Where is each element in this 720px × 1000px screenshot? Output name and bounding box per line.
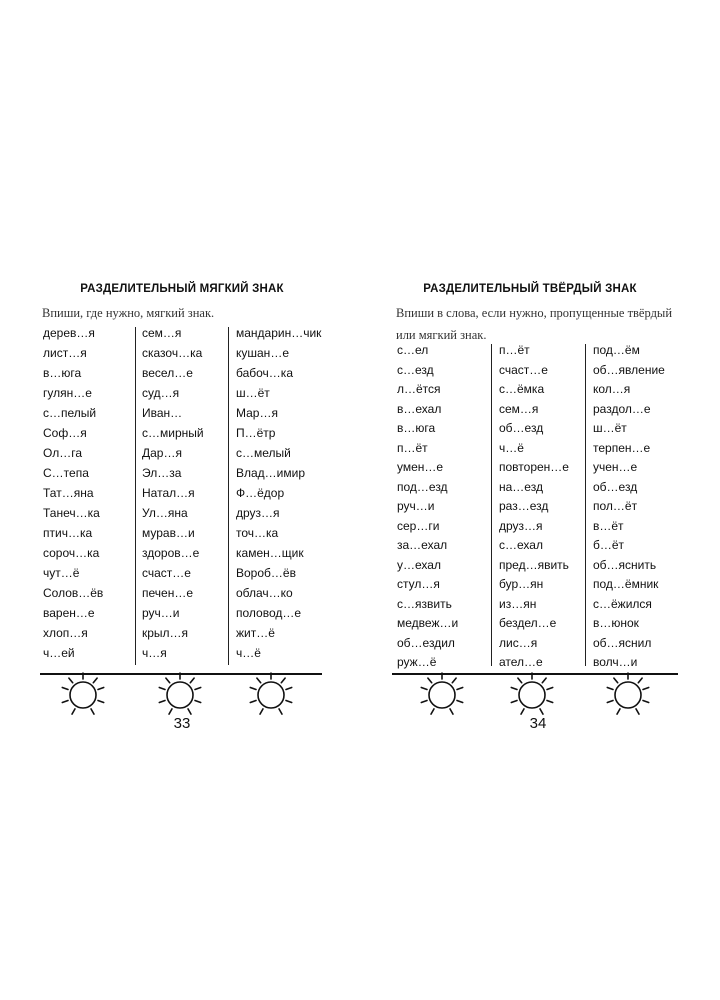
exercise-word: волч…и (593, 655, 638, 669)
exercise-word: счаст…е (142, 566, 191, 580)
exercise-word: Ул…яна (142, 506, 188, 520)
exercise-word: с…язвить (397, 596, 452, 611)
exercise-word: чут…ё (43, 566, 80, 580)
exercise-word: друз…я (236, 506, 280, 520)
exercise-word: хлоп…я (43, 626, 88, 640)
exercise-word: умен…е (397, 460, 444, 474)
exercise-word: под…езд (397, 479, 448, 494)
exercise-word: друз…я (499, 518, 543, 533)
exercise-word: жит…ё (236, 626, 275, 640)
exercise-word: сороч…ка (43, 546, 100, 560)
exercise-word: лист…я (43, 346, 87, 360)
exercise-word: сказоч…ка (142, 346, 203, 360)
exercise-word: точ…ка (236, 526, 279, 540)
exercise-word: сер…ги (397, 518, 440, 533)
exercise-word: из…ян (499, 596, 537, 611)
exercise-word: здоров…е (142, 546, 200, 560)
exercise-word: Эл…за (142, 466, 182, 480)
exercise-word: Тат…яна (43, 486, 94, 500)
exercise-word: П…ётр (236, 426, 276, 440)
exercise-word: Дар…я (142, 446, 182, 460)
exercise-word: с…ел (397, 343, 429, 357)
exercise-word: Ол…га (43, 446, 82, 460)
exercise-word: л…ётся (397, 382, 441, 396)
exercise-word: п…ёт (499, 343, 530, 357)
exercise-word: мандарин…чик (236, 326, 322, 340)
exercise-word: Влад…имир (236, 466, 306, 480)
instruction-text: Впиши в слова, если нужно, пропущенные твёрдый или мягкий знак. (396, 306, 673, 342)
exercise-word: учен…е (593, 460, 638, 474)
exercise-word: ч…ей (43, 646, 75, 660)
exercise-word: под…ёмник (593, 577, 659, 591)
exercise-word: с…ехал (499, 538, 543, 552)
exercise-word: пред…явить (499, 557, 569, 572)
exercise-word: лис…я (499, 635, 538, 650)
exercise-word: Солов…ёв (43, 586, 104, 600)
exercise-word: ател…е (499, 655, 543, 669)
page-title: РАЗДЕЛИТЕЛЬНЫЙ ТВЁРДЫЙ ЗНАК (423, 283, 637, 295)
column-divider (491, 344, 492, 666)
exercise-word: кол…я (593, 382, 631, 396)
exercise-word: об…явление (593, 362, 665, 377)
column-divider (228, 327, 229, 665)
exercise-word: об…езд (593, 479, 638, 494)
exercise-word: п…ёт (397, 440, 428, 455)
exercise-word: птич…ка (43, 526, 93, 540)
exercise-word: Мар…я (236, 406, 278, 420)
exercise-word: С…тепа (43, 466, 89, 480)
sun-icon (507, 670, 557, 720)
exercise-word: Натал…я (142, 486, 195, 500)
exercise-word: об…яснить (593, 557, 657, 572)
exercise-word: гулян…е (43, 386, 92, 400)
exercise-word: печен…е (142, 586, 193, 600)
exercise-word: весел…е (142, 366, 193, 380)
column-divider (585, 344, 586, 666)
exercise-word: медвеж…и (397, 616, 459, 630)
page-title: РАЗДЕЛИТЕЛЬНЫЙ МЯГКИЙ ЗНАК (80, 283, 284, 295)
exercise-word: крыл…я (142, 626, 189, 640)
sun-icon (58, 670, 108, 720)
exercise-word: в…ехал (397, 401, 442, 416)
exercise-word: суд…я (142, 386, 180, 400)
exercise-word: камен…щик (236, 546, 304, 560)
exercise-word: Танеч…ка (43, 506, 100, 520)
exercise-word: бездел…е (499, 616, 557, 630)
right-page (360, 0, 720, 1000)
exercise-word: б…ёт (593, 538, 625, 552)
exercise-word: раздол…е (593, 401, 651, 416)
exercise-word: за…ехал (397, 538, 448, 552)
exercise-word: руч…и (142, 606, 180, 620)
exercise-word: раз…езд (499, 499, 549, 513)
exercise-word: кушан…е (236, 346, 289, 360)
exercise-word: бур…ян (499, 577, 544, 591)
sun-icon (603, 670, 653, 720)
exercise-word: пол…ёт (593, 499, 638, 513)
instruction-text: Впиши, где нужно, мягкий знак. (42, 306, 215, 320)
exercise-word: Соф…я (43, 426, 87, 440)
exercise-word: в…юга (397, 421, 436, 435)
exercise-word: в…юнок (593, 616, 639, 630)
exercise-word: счаст…е (499, 362, 548, 377)
exercise-word: Вороб…ёв (236, 566, 296, 580)
exercise-word: в…ёт (593, 518, 624, 533)
page-number: 34 (529, 715, 547, 732)
exercise-word: у…ехал (397, 557, 441, 572)
exercise-word: руч…и (397, 499, 435, 513)
exercise-word: руж…ё (397, 655, 437, 669)
exercise-word: с…ёмка (499, 382, 545, 396)
exercise-word: с…мелый (236, 446, 291, 460)
exercise-word: Иван… (142, 406, 183, 420)
exercise-word: об…езд (499, 421, 544, 435)
exercise-word: сем…я (499, 401, 539, 416)
exercise-word: ш…ёт (236, 386, 270, 400)
column-divider (135, 327, 136, 665)
exercise-word: под…ём (593, 343, 640, 357)
exercise-word: с…пелый (43, 406, 97, 420)
exercise-word: Ф…ёдор (236, 486, 285, 500)
exercise-word: дерев…я (43, 326, 95, 340)
sun-icon (246, 670, 296, 720)
exercise-word: мурав…и (142, 526, 195, 540)
exercise-word: бабоч…ка (236, 366, 293, 380)
exercise-word: ч…ё (236, 646, 261, 660)
exercise-word: сем…я (142, 326, 182, 340)
exercise-word: варен…е (43, 606, 95, 620)
exercise-word: ч…ё (499, 440, 524, 455)
exercise-word: в…юга (43, 366, 82, 380)
page-number: 33 (173, 715, 191, 732)
exercise-word: повторен…е (499, 460, 569, 474)
exercise-word: терпен…е (593, 440, 651, 455)
sun-icon (155, 670, 205, 720)
sun-icon (417, 670, 467, 720)
exercise-word: с…мирный (142, 426, 204, 440)
exercise-word: половод…е (236, 606, 302, 620)
exercise-word: об…яснил (593, 635, 652, 650)
exercise-word: об…ездил (397, 635, 455, 650)
exercise-word: с…ёжился (593, 596, 652, 611)
exercise-word: с…езд (397, 362, 434, 377)
exercise-word: ч…я (142, 646, 167, 660)
exercise-word: стул…я (397, 577, 440, 591)
exercise-word: на…езд (499, 479, 543, 494)
exercise-word: облач…ко (236, 586, 293, 600)
exercise-word: ш…ёт (593, 421, 627, 435)
